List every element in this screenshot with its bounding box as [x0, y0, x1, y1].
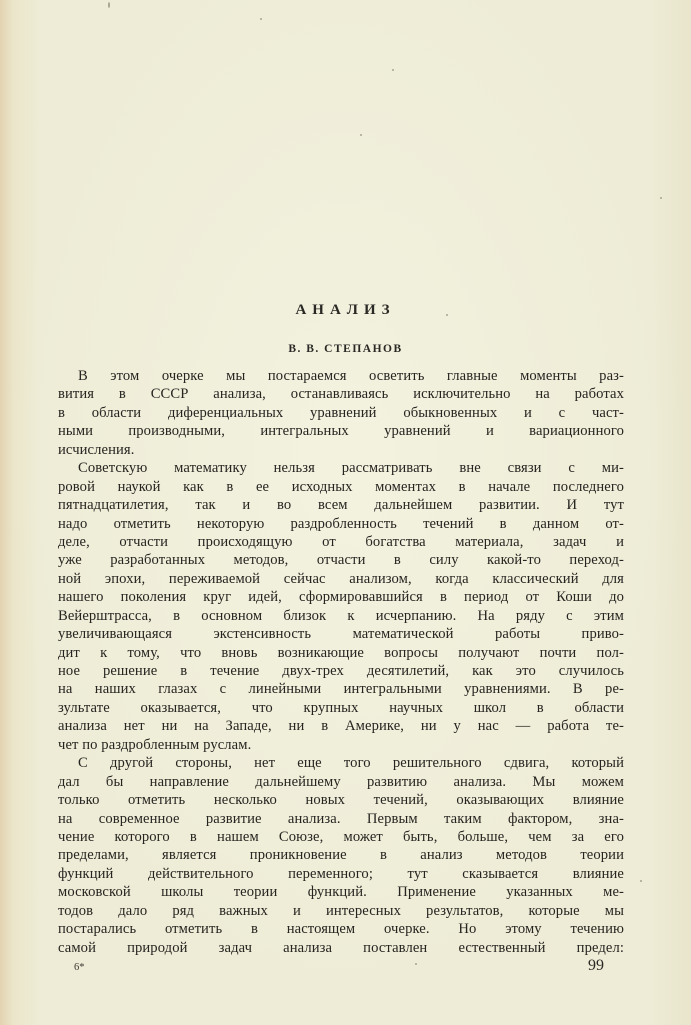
- text-line: уже разработанных методов, отчасти в силу какой-то переход-: [58, 552, 624, 569]
- text-line: чение которого в нашем Союзе, может быть, больше, чем за его: [58, 828, 624, 845]
- text-line: функций действительного переменного; тут сказывается влияние: [58, 865, 624, 882]
- page-number: 99: [588, 957, 604, 974]
- text-line: дит к тому, что вновь возникающие вопросы получают почти пол-: [58, 644, 624, 661]
- text-line: ное решение в течение двух-трех десятилетий, как это случилось: [58, 663, 624, 679]
- text-line: московской школы теории функций. Применение указанных ме-: [58, 884, 624, 901]
- text-line: тодов дало ряд важных и интересных результатов, которые мы: [58, 902, 624, 919]
- text-line: зультате оказывается, что крупных научных школ в области: [58, 699, 624, 716]
- text-line: С другой стороны, нет еще того решительного сдвига, который: [78, 755, 624, 772]
- text-line: постарались отметить в настоящем очерке. Но этому течению: [58, 921, 624, 938]
- text-line: Советскую математику нельзя рассматривать вне связи с ми-: [78, 460, 624, 477]
- text-line: пятнадцатилетия, так и во всем дальнейшем развитии. И тут: [58, 497, 624, 514]
- text-line: пределами, является проникновение в анализ методов теории: [58, 847, 624, 864]
- text-line: анализа нет ни на Западе, ни в Америке, ни у нас — работа те-: [58, 718, 624, 735]
- text-line: В этом очерке мы постараемся осветить главные моменты раз-: [78, 368, 624, 384]
- page-footer: [0, 957, 691, 977]
- scan-speck: [640, 880, 642, 882]
- text-line: нашего поколения круг идей, сформировавшийся в период от Коши до: [58, 589, 624, 606]
- text-line: Вейерштрасса, в основном близок к исчерпанию. На ряду с этим: [58, 607, 624, 624]
- chapter-title: АНАЛИЗ: [295, 302, 396, 318]
- text-line: самой природой задач анализа поставлен естественный предел:: [58, 939, 624, 956]
- signature-mark: 6*: [74, 962, 85, 973]
- text-line: только отметить несколько новых течений, оказывающих влияние: [58, 792, 624, 809]
- author-name: В. В. СТЕПАНОВ: [288, 343, 403, 355]
- text-line: деле, отчасти происходящую от богатства материала, задач и: [58, 533, 624, 550]
- text-line: на современное развитие анализа. Первым таким фактором, зна-: [58, 810, 624, 827]
- text-line: ной эпохи, переживаемой сейчас анализом, когда классический для: [58, 570, 624, 587]
- text-line: исчисления.: [58, 441, 135, 458]
- text-line: дал бы направление дальнейшему развитию анализа. Мы можем: [58, 773, 624, 790]
- text-line: увеличивающаяся экстенсивность математической работы приво-: [58, 626, 624, 643]
- text-line: вития в СССР анализа, останавливаясь исключительно на работах: [58, 386, 624, 403]
- scan-speck: [660, 197, 662, 199]
- scan-speck: [360, 134, 362, 136]
- text-line: ровой наукой как в ее исходных моментах в начале последнего: [58, 478, 624, 495]
- scan-speck: [108, 2, 110, 8]
- text-line: надо отметить некоторую раздробленность течений в данном от-: [58, 515, 624, 532]
- text-line: на наших глазах с линейными интегральными уравнениями. В ре-: [58, 681, 624, 698]
- text-line: в области диференциальных уравнений обыкновенных и с част-: [58, 404, 624, 421]
- scan-speck: [392, 69, 394, 71]
- text-line: ными производными, интегральных уравнений и вариационного: [58, 423, 624, 440]
- scan-speck: [260, 18, 262, 20]
- body-text: [58, 367, 624, 957]
- text-line: чет по раздробленным руслам.: [58, 736, 252, 753]
